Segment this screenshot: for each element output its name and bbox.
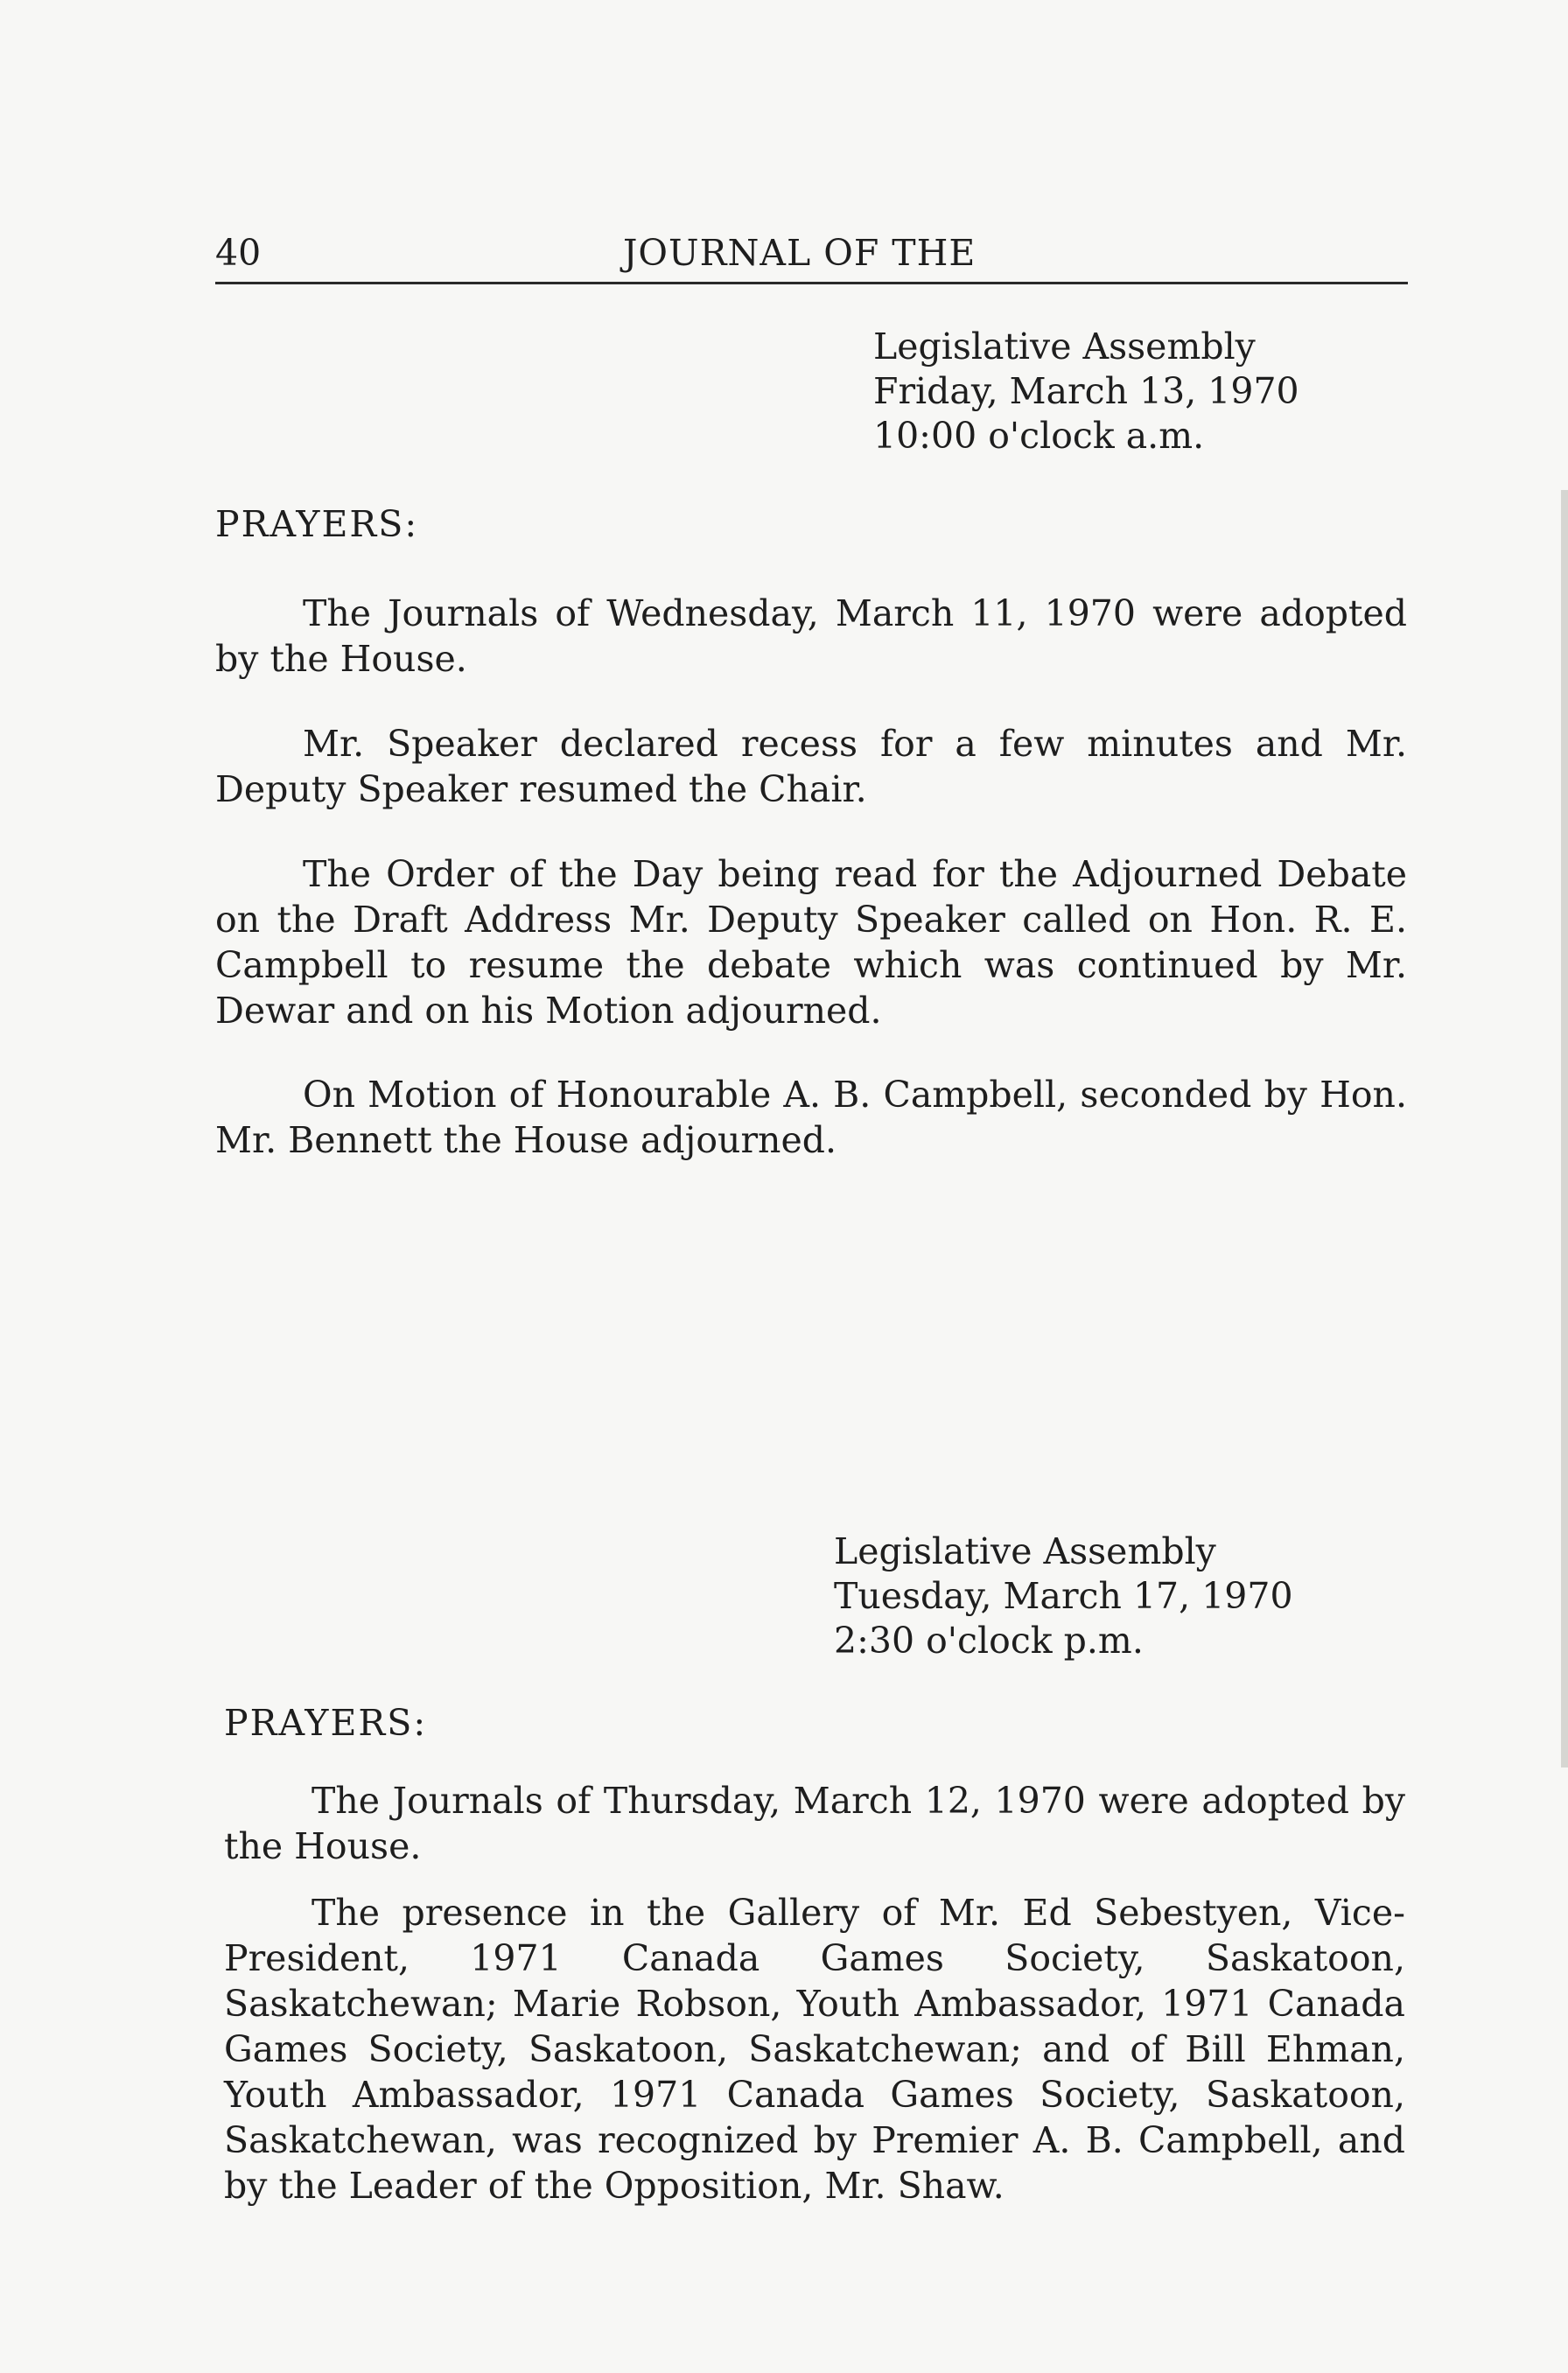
paragraph: On Motion of Honourable A. B. Campbell, seconded by Hon. Mr. Bennett the House adjourned. [215,1074,1407,1161]
page-number: 40 [215,232,262,274]
assembly-name: Legislative Assembly [873,326,1256,368]
running-title: JOURNAL OF THE [623,232,976,274]
scan-edge-shadow [1561,490,1568,1768]
header-rule [215,282,1408,284]
paragraph: The Order of the Day being read for the Adjourned Debate on the Draft Address Mr. Deputy Speaker called on Hon. R. E. Campbell to resume the debate which was continued by Mr. Dewar and on his Motion adjourned. [215,853,1407,1032]
prayers-heading: PRAYERS: [224,1702,428,1744]
paragraph: The presence in the Gallery of Mr. Ed Sebestyen, Vice-President, 1971 Canada Games Society, Saskatoon, Saskatchewan; Marie Robson, Youth Ambassador, 1971 Canada Games Society, Saskatoon, Saskatchewan; and of Bill Ehman, Youth Ambassador, 1971 Canada Games Society, Saskatoon, Saskatchewan, was recognized by Premier A. B. Campbell, and by the Leader of the Opposition, Mr. Shaw. [224,1892,1405,2207]
assembly-name: Legislative Assembly [834,1530,1216,1572]
paragraph: Mr. Speaker declared recess for a few minutes and Mr. Deputy Speaker resumed the Chair. [215,723,1407,810]
session-date: Tuesday, March 17, 1970 [834,1575,1293,1617]
paragraph: The Journals of Wednesday, March 11, 1970 were adopted by the House. [215,592,1407,680]
session-dateline [834,1530,1293,1663]
session-dateline [873,325,1299,458]
paragraph: The Journals of Thursday, March 12, 1970 were adopted by the House. [224,1780,1405,1867]
page-header [215,226,1408,280]
session-time: 2:30 o'clock p.m. [834,1620,1144,1662]
session-date: Friday, March 13, 1970 [873,370,1299,412]
session-time: 10:00 o'clock a.m. [873,415,1205,457]
prayers-heading: PRAYERS: [215,503,419,545]
